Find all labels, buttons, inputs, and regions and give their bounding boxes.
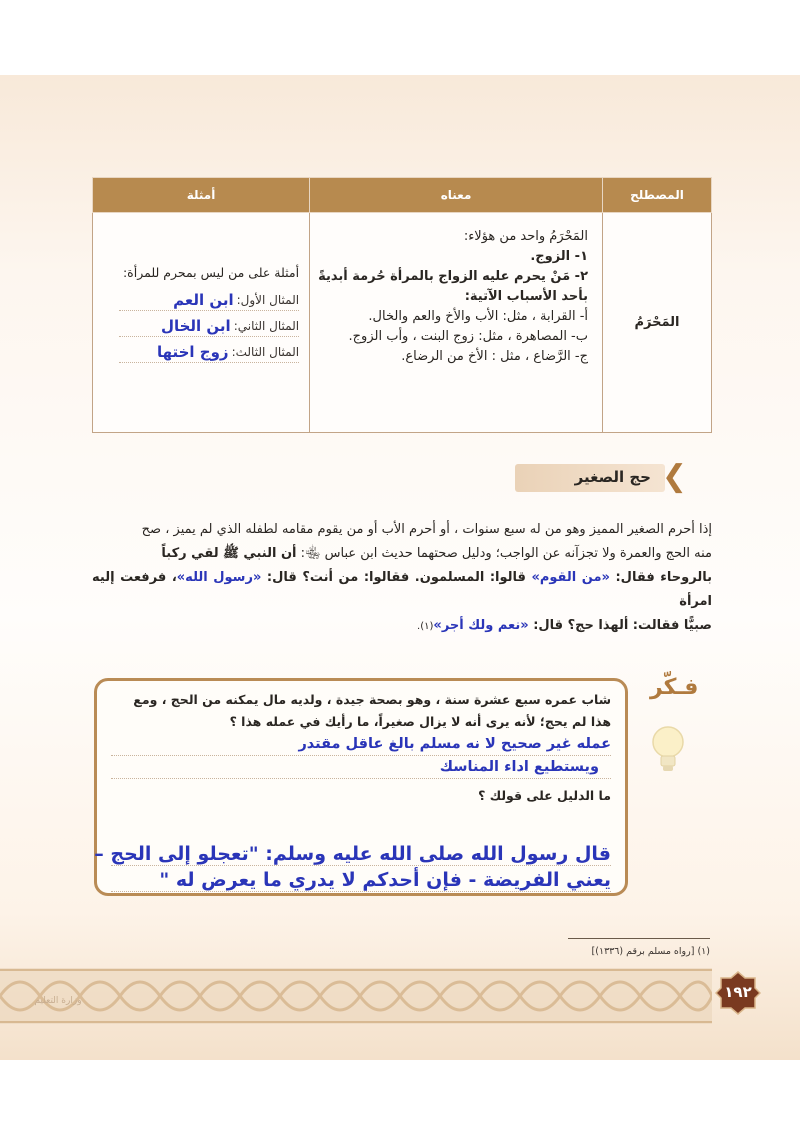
meaning-line: ج- الرَّضاع ، مثل : الأخ من الرضاع. <box>401 349 588 364</box>
answer-line[interactable]: قال رسول الله صلى الله عليه وسلم: "تعجلو إلى الحج – <box>94 843 611 865</box>
footnote-ref: (١). <box>417 621 434 632</box>
section-title: حج الصغير <box>574 468 651 486</box>
para-text: صبيًّا فقالت: ألهذا حج؟ قال: <box>528 618 712 633</box>
meaning-line: ب- المصاهرة ، مثل: زوج البنت ، وأب الزوج. <box>348 329 588 344</box>
meaning-line: ٢- مَنْ يحرم عليه الزواج بالمرأة حُرمة أبديةً <box>318 269 588 284</box>
question-line: ما الدليل على قولك ؟ <box>478 788 611 803</box>
example-answer[interactable]: ابن الخال <box>160 317 231 335</box>
answer-line[interactable] <box>111 733 611 756</box>
example-label: المثال الثالث: <box>231 345 300 359</box>
think-content <box>111 689 611 807</box>
example-label: المثال الأول: <box>236 293 300 307</box>
meaning-line: المَحْرَمُ واحد من هؤلاء: <box>463 229 588 244</box>
hadith-quote: «من القوم» <box>531 570 610 585</box>
header-term: المصطلح <box>603 178 712 213</box>
page-number: ١٩٢ <box>724 983 752 1001</box>
para-text: قالوا: المسلمون. فقالوا: من أنت؟ قال: <box>261 570 532 585</box>
example-line[interactable] <box>119 313 299 337</box>
para-line <box>92 566 712 614</box>
para-text: ، فرفعت إليه امرأة <box>92 570 712 609</box>
answer-line[interactable] <box>111 756 611 779</box>
watermark: وزارة التعليم <box>34 996 82 1006</box>
think-box <box>94 678 628 896</box>
header-examples: أمثلة <box>93 178 310 213</box>
example-line[interactable] <box>119 339 299 363</box>
example-answer[interactable]: زوج اختها <box>156 343 229 361</box>
section-header <box>515 459 687 494</box>
terms-table <box>92 177 712 433</box>
hadith-quote: «رسول الله» <box>176 570 262 585</box>
examples-intro: أمثلة على من ليس بمحرم للمرأة: <box>122 265 300 280</box>
chevron-icon: ❮ <box>661 459 687 494</box>
hadith-quote: «نعم ولك أجر» <box>433 618 529 633</box>
example-line[interactable] <box>119 287 299 311</box>
question-line: هذا لم يحج؛ لأنه يرى أنه لا يزال صغيراً، ما رأيك في عمله هذا ؟ <box>229 714 611 729</box>
answer-text[interactable]: عمله غير صحيح لا نه مسلم بالغ عاقل مقتدر <box>298 736 611 752</box>
para-text: بالروحاء فقال: <box>609 570 712 585</box>
example-label: المثال الثاني: <box>233 319 300 333</box>
footnote-rule <box>568 938 710 939</box>
section-paragraph <box>92 518 712 639</box>
think-label: فـكّر <box>650 675 699 700</box>
meaning-line: ١- الزوج. <box>530 249 588 264</box>
para-text: منه الحج والعمرة ولا تجزآنه عن الواجب؛ ودليل صحتهما حديث ابن عباس ﵄: <box>296 546 712 561</box>
lightbulb-icon <box>648 720 688 780</box>
examples-cell <box>93 213 310 433</box>
answer-line[interactable]: يعني الفريضة - فإن أحدكم لا يدري ما يعرض له " <box>111 869 611 892</box>
question-line: شاب عمره سبع عشرة سنة ، وهو بصحة جيدة ، ولديه مال يمكنه من الحج ، ومع <box>133 692 611 707</box>
meaning-cell <box>310 213 603 433</box>
meaning-line: أ- القرابة ، مثل: الأب والأخ والعم والخال. <box>368 309 588 324</box>
para-line: إذا أحرم الصغير المميز وهو من له سبع سنوات ، أو أحرم الأب أو من يقوم مقامه لطفله الذي لم يميز ، صح <box>141 522 712 537</box>
meaning-line: بأحد الأسباب الآتية: <box>464 289 588 304</box>
header-meaning: معناه <box>310 178 603 213</box>
para-line <box>92 614 712 639</box>
ornament-border <box>0 962 712 1030</box>
term-cell: المَحْرَمُ <box>603 213 712 433</box>
footnote: (١) [رواه مسلم برقم (١٣٣٦)] <box>591 946 710 957</box>
example-answer[interactable]: ابن العم <box>173 291 234 309</box>
para-line <box>92 542 712 566</box>
para-bold: أن النبي ﷺ لقي ركباً <box>161 546 297 561</box>
answer-text[interactable]: ويستطيع اداء المناسك <box>439 759 599 775</box>
